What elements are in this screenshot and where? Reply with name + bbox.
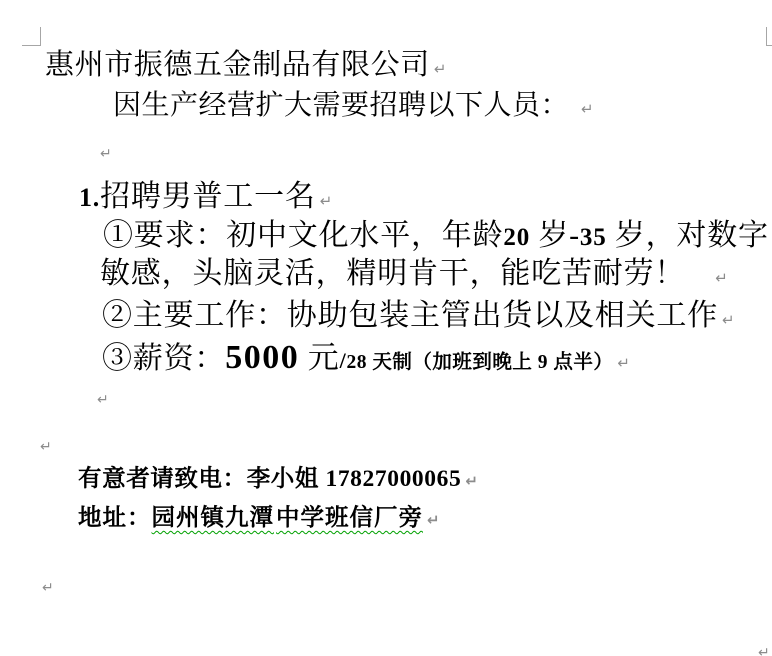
duties-line xyxy=(102,299,735,334)
paragraph-mark-icon: ↵ xyxy=(319,192,334,210)
requirement-line-1 xyxy=(103,219,769,254)
text-boundary-corner-icon xyxy=(766,27,772,46)
paragraph-mark-icon: ↵ xyxy=(715,269,729,287)
address-label: 地址： xyxy=(78,505,152,531)
clipped-paragraph-mark-icon: ↵ xyxy=(758,645,770,656)
salary-detail: 28 天制（加班到晚上 9 点半） xyxy=(346,352,614,373)
requirement-between: 岁- xyxy=(530,219,580,252)
text-boundary-corner-icon xyxy=(22,27,41,46)
requirement-pre: ①要求：初中文化水平，年龄 xyxy=(103,219,504,252)
paragraph-mark-icon: ↵ xyxy=(100,146,112,162)
salary-label: ③薪资： xyxy=(102,342,226,375)
company-name: 惠州市振德五金制品有限公司 xyxy=(45,49,430,81)
age-to: 35 xyxy=(579,224,607,251)
paragraph-mark-icon: ↵ xyxy=(617,354,631,372)
paragraph-mark-icon: ↵ xyxy=(40,439,52,455)
address-line xyxy=(78,505,441,532)
paragraph-mark-icon: ↵ xyxy=(722,311,736,329)
intro-text: 因生产经营扩大需要招聘以下人员： xyxy=(113,90,570,121)
company-name-line xyxy=(45,49,447,82)
contact-line xyxy=(78,466,479,493)
salary-amount: 5000 xyxy=(225,339,300,376)
paragraph-mark-icon: ↵ xyxy=(42,580,54,596)
item-1-heading-line xyxy=(79,180,333,215)
address-underlined-part1: 园州镇九潭 xyxy=(151,505,274,531)
requirement-line-2 xyxy=(100,257,729,292)
paragraph-mark-icon: ↵ xyxy=(97,392,109,408)
paragraph-mark-icon: ↵ xyxy=(581,100,595,118)
salary-slash: / xyxy=(339,348,347,373)
salary-unit: 元 xyxy=(299,340,340,375)
age-from: 20 xyxy=(503,224,531,251)
item-1-number: 1. xyxy=(79,183,101,212)
intro-line xyxy=(113,90,594,122)
requirement-line1-end: 岁，对数字 xyxy=(606,219,769,252)
requirement-line2-text: 敏感，头脑灵活，精明肯干，能吃苦耐劳！ xyxy=(100,257,686,290)
paragraph-mark-icon: ↵ xyxy=(427,511,441,529)
contact-label: 有意者请致电：李小姐 xyxy=(78,466,326,492)
contact-phone: 17827000065 xyxy=(325,466,462,492)
salary-line xyxy=(102,338,631,377)
paragraph-mark-icon: ↵ xyxy=(465,472,479,490)
paragraph-mark-icon: ↵ xyxy=(433,60,447,78)
address-underlined-part2: 中学班信厂旁 xyxy=(276,505,423,531)
duties-text: ②主要工作：协助包装主管出货以及相关工作 xyxy=(102,299,718,332)
item-1-text: 招聘男普工一名 xyxy=(100,180,316,213)
